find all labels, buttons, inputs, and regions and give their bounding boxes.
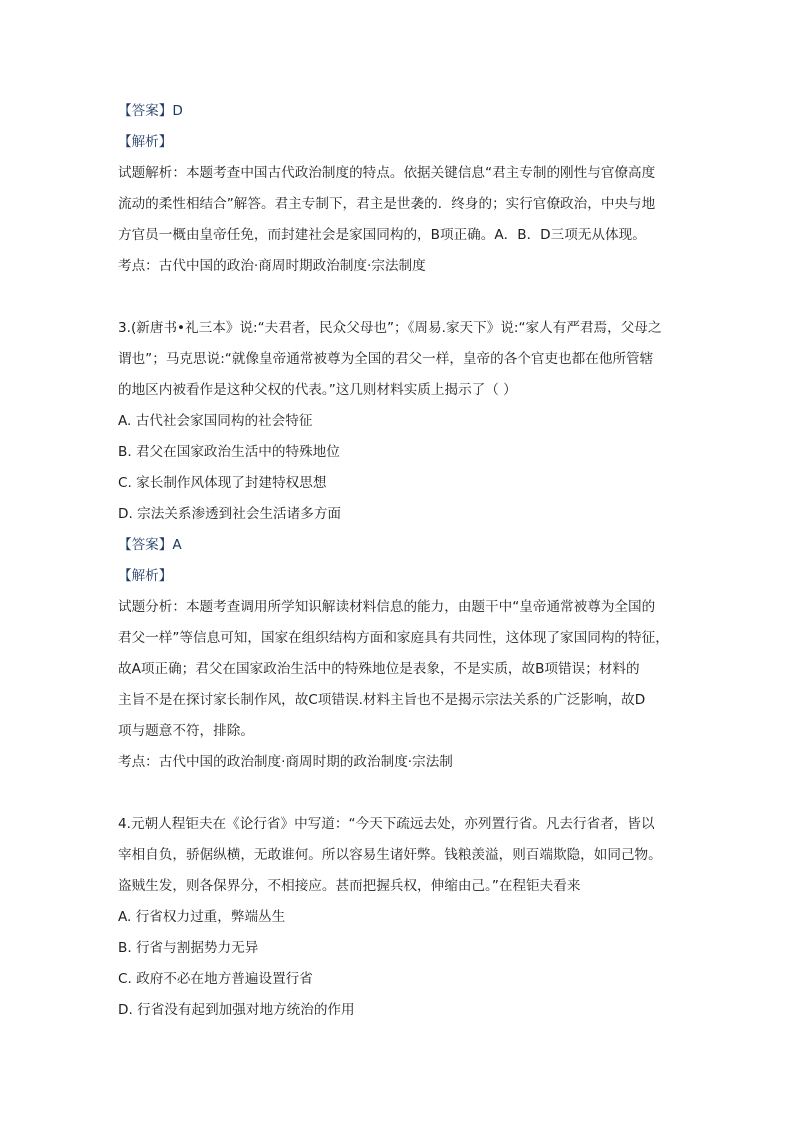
option-a: A. 古代社会家国同构的社会特征 bbox=[118, 413, 313, 429]
option-c: C. 家长制作风体现了封建特权思想 bbox=[118, 475, 327, 491]
answer-label: 【答案】D bbox=[118, 103, 183, 119]
answer-label: 【答案】A bbox=[118, 537, 182, 553]
analysis-text-line: 方官员一概由皇帝任免，而封建社会是家国同构的，B项正确。A．B．D三项无从体现。 bbox=[118, 227, 646, 243]
analysis-text-line: 故A项正确；君父在国家政治生活中的特殊地位是表象，不是实质，故B项错误；材料的 bbox=[118, 661, 640, 677]
analysis-text-line: 项与题意不符，排除。 bbox=[118, 723, 254, 739]
question-stem-line: 的地区内被看作是这种父权的代表。”这几则材料实质上揭示了（ ） bbox=[118, 382, 517, 398]
analysis-text-line: 试题解析：本题考查中国古代政治制度的特点。依据关键信息“君主专制的刚性与官僚高度 bbox=[118, 165, 656, 181]
question-stem-line: 4.元朝人程钜夫在《论行省》中写道：“今天下疏远去处，亦列置行省。凡去行省者，皆以 bbox=[118, 816, 655, 832]
option-c: C. 政府不必在地方普遍设置行省 bbox=[118, 971, 313, 987]
analysis-label: 【解析】 bbox=[118, 134, 173, 150]
exam-point-line: 考点：古代中国的政治制度·商周时期的政治制度·宗法制 bbox=[118, 754, 453, 770]
option-b: B. 行省与割据势力无异 bbox=[118, 940, 259, 956]
option-b: B. 君父在国家政治生活中的特殊地位 bbox=[118, 444, 340, 460]
analysis-text-line: 主旨不是在探讨家长制作风，故C项错误.材料主旨也不是揭示宗法关系的广泛影响，故D bbox=[118, 692, 646, 708]
question-stem-line: 谓也”；马克思说:“就像皇帝通常被尊为全国的君父一样，皇帝的各个官吏也都在他所管辖 bbox=[118, 351, 654, 367]
analysis-text-line: 君父一样”等信息可知，国家在组织结构方面和家庭具有共同性，这体现了家国同构的特征， bbox=[118, 630, 669, 646]
analysis-label: 【解析】 bbox=[118, 568, 173, 584]
option-a: A. 行省权力过重，弊端丛生 bbox=[118, 909, 286, 925]
question-stem-line: 宰相自负，骄倨纵横，无敢谁何。所以容易生诸奸弊。钱粮羡溢，则百端欺隐，如同己物。 bbox=[118, 847, 662, 863]
analysis-text-line: 流动的柔性相结合”解答。君主专制下，君主是世袭的．终身的；实行官僚政治，中央与地 bbox=[118, 196, 656, 212]
option-d: D. 行省没有起到加强对地方统治的作用 bbox=[118, 1002, 355, 1018]
exam-point-line: 考点：古代中国的政治·商周时期政治制度·宗法制度 bbox=[118, 258, 426, 274]
question-stem-line: 盗贼生发，则各保界分，不相接应。甚而把握兵权，伸缩由己。”在程钜夫看来 bbox=[118, 878, 581, 894]
analysis-text-line: 试题分析：本题考查调用所学知识解读材料信息的能力，由题干中“皇帝通常被尊为全国的 bbox=[118, 599, 656, 615]
option-d: D. 宗法关系渗透到社会生活诸多方面 bbox=[118, 506, 342, 522]
question-stem-line: 3.(新唐书•礼三本》说:“夫君者，民众父母也”；《周易.家天下》说:“家人有严君焉，父母之 bbox=[118, 320, 662, 336]
